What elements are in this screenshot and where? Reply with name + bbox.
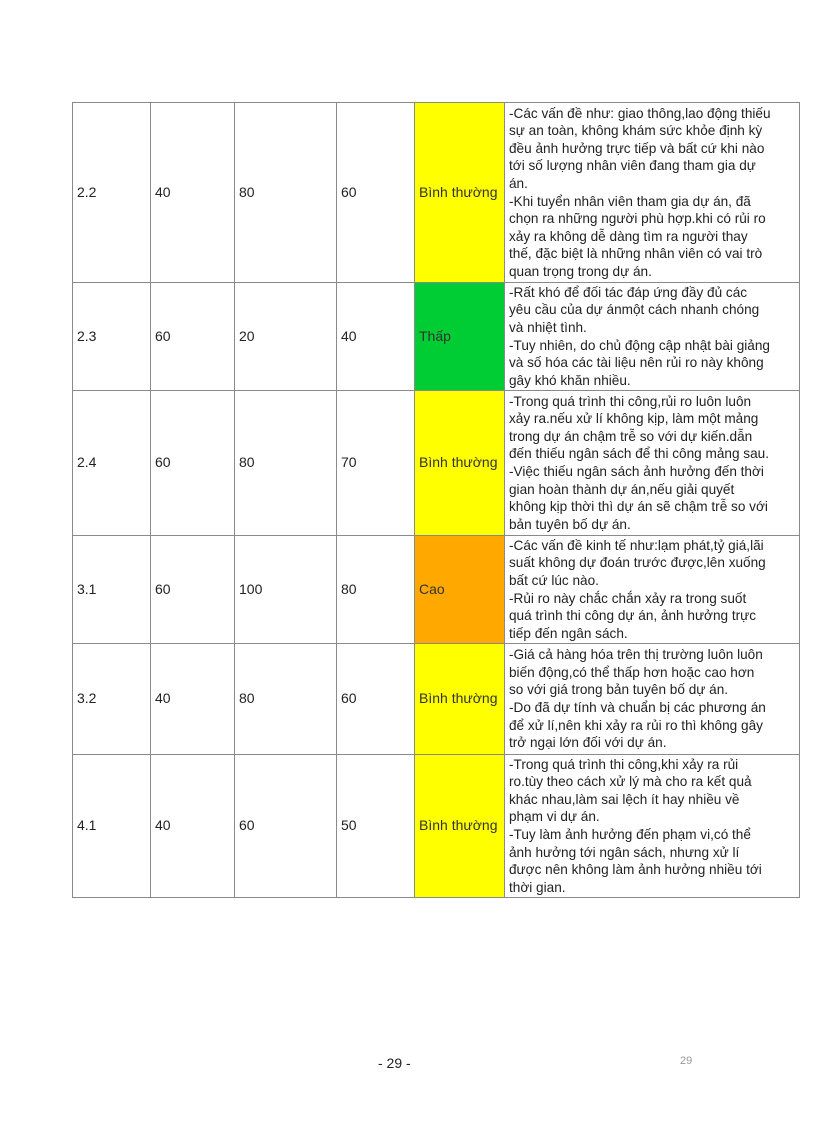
score-cell: 70 — [337, 391, 415, 536]
description-line: xảy ra không dễ dàng tìm ra người thay — [509, 228, 748, 244]
probability-cell: 60 — [151, 536, 235, 644]
description-line: đều ảnh hưởng trực tiếp và bất cứ khi nào — [509, 140, 765, 156]
risk-level-cell: Thấp — [415, 283, 505, 391]
description-line: được nên không làm ảnh hưởng nhiều tới — [509, 862, 762, 878]
table-row — [73, 103, 800, 283]
description-line: đến thiếu ngân sách để thi công mảng sau. — [509, 446, 769, 462]
risk-id-cell: 3.1 — [73, 536, 151, 644]
description-line: chọn ra những người phù hợp.khi có rủi ro — [509, 211, 766, 227]
description-line: -Trong quá trình thi công,khi xảy ra rủi — [509, 756, 739, 772]
risk-description-cell — [505, 536, 800, 644]
impact-cell: 80 — [235, 391, 337, 536]
description-line: quá trình thi công dự án, ảnh hưởng trực — [509, 608, 757, 624]
page-footer-number: - 29 - — [378, 1055, 411, 1071]
description-line: -Các vấn đề như: giao thông,lao động thiếu — [509, 105, 771, 121]
description-line: thời gian. — [509, 879, 566, 895]
score-cell: 60 — [337, 103, 415, 283]
description-line: thế, đặc biệt là những nhân viên có vai trò — [509, 246, 763, 262]
description-line: gian hoàn thành dự án,nếu giải quyết — [509, 481, 735, 497]
table-row — [73, 755, 800, 898]
probability-cell: 60 — [151, 283, 235, 391]
probability-cell: 40 — [151, 103, 235, 283]
impact-cell: 60 — [235, 755, 337, 898]
table-row — [73, 283, 800, 391]
page-number-marker: 29 — [680, 1055, 693, 1067]
score-cell: 60 — [337, 644, 415, 755]
risk-id-cell: 2.3 — [73, 283, 151, 391]
description-line: phạm vi dự án. — [509, 809, 600, 825]
risk-description-cell — [505, 644, 800, 755]
risk-description-cell — [505, 103, 800, 283]
description-line: và số hóa các tài liệu nên rủi ro này không — [509, 355, 764, 371]
description-line: so với giá trong bản tuyên bố dự án. — [509, 682, 729, 698]
description-line: -Trong quá trình thi công,rủi ro luôn luôn — [509, 393, 752, 409]
impact-cell: 80 — [235, 644, 337, 755]
description-line: -Rất khó để đối tác đáp ứng đầy đủ các — [509, 284, 748, 300]
risk-assessment-table — [72, 102, 800, 898]
table-row — [73, 391, 800, 536]
description-line: tới số lượng nhân viên đang tham gia dự — [509, 158, 756, 174]
description-line: -Giá cả hàng hóa trên thị trường luôn luôn — [509, 647, 763, 663]
description-line: sự an toàn, không khám sức khỏe định kỳ — [509, 123, 763, 139]
description-line: biến động,có thể thấp hơn hoặc cao hơn — [509, 664, 755, 680]
score-cell: 50 — [337, 755, 415, 898]
description-line: ro.tùy theo cách xử lý mà cho ra kết quả — [509, 774, 752, 790]
description-line: -Do đã dự tính và chuẩn bị các phương án — [509, 700, 766, 715]
risk-table-body — [73, 103, 800, 898]
description-line: -Việc thiếu ngân sách ảnh hưởng đến thời — [509, 464, 764, 479]
description-line: và nhiệt tình. — [509, 319, 587, 335]
description-line: quan trọng trong dự án. — [509, 263, 652, 279]
description-line: tiếp đến ngân sách. — [509, 625, 628, 641]
score-cell: 80 — [337, 536, 415, 644]
description-line: -Các vấn đề kinh tế như:lạm phát,tỷ giá,lãi — [509, 537, 764, 553]
risk-id-cell: 2.4 — [73, 391, 151, 536]
risk-id-cell: 2.2 — [73, 103, 151, 283]
impact-cell: 100 — [235, 536, 337, 644]
risk-level-cell: Bình thường — [415, 103, 505, 283]
description-line: -Tuy làm ảnh hưởng đến phạm vi,có thể — [509, 827, 751, 842]
risk-level-cell: Bình thường — [415, 644, 505, 755]
impact-cell: 80 — [235, 103, 337, 283]
score-cell: 40 — [337, 283, 415, 391]
probability-cell: 40 — [151, 644, 235, 755]
table-row — [73, 644, 800, 755]
description-line: khác nhau,làm sai lệch ít hay nhiều về — [509, 791, 740, 807]
description-line: suất không dự đoán trước được,lên xuống — [509, 555, 766, 571]
description-line: -Tuy nhiên, do chủ động cập nhật bài giảng — [509, 337, 770, 353]
risk-id-cell: 3.2 — [73, 644, 151, 755]
risk-id-cell: 4.1 — [73, 755, 151, 898]
risk-level-cell: Bình thường — [415, 755, 505, 898]
risk-description-cell — [505, 755, 800, 898]
probability-cell: 40 — [151, 755, 235, 898]
description-line: ảnh hưởng tới ngân sách, nhưng xử lí — [509, 844, 740, 860]
description-line: xảy ra.nếu xử lí không kịp, làm một mảng — [509, 411, 759, 427]
description-line: bản tuyên bố dự án. — [509, 516, 631, 532]
impact-cell: 20 — [235, 283, 337, 391]
risk-description-cell — [505, 391, 800, 536]
description-line: gây khó khăn nhiều. — [509, 372, 631, 388]
description-line: bất cứ lúc nào. — [509, 572, 599, 588]
table-row — [73, 536, 800, 644]
description-line: -Rủi ro này chắc chắn xảy ra trong suốt — [509, 590, 747, 606]
probability-cell: 60 — [151, 391, 235, 536]
description-line: trong dự án chậm trễ so với dự kiến.dẫn — [509, 428, 753, 444]
risk-description-cell — [505, 283, 800, 391]
description-line: không kịp thời thì dự án sẽ chậm trễ so với — [509, 499, 768, 515]
description-line: yêu cầu của dự ánmột cách nhanh chóng — [509, 302, 760, 318]
description-line: án. — [509, 175, 528, 191]
risk-level-cell: Bình thường — [415, 391, 505, 536]
description-line: -Khi tuyển nhân viên tham gia dự án, đã — [509, 193, 751, 209]
description-line: trở ngại lớn đối với dự án. — [509, 735, 667, 751]
risk-level-cell: Cao — [415, 536, 505, 644]
description-line: để xử lí,nên khi xảy ra rủi ro thì không gây — [509, 717, 763, 733]
